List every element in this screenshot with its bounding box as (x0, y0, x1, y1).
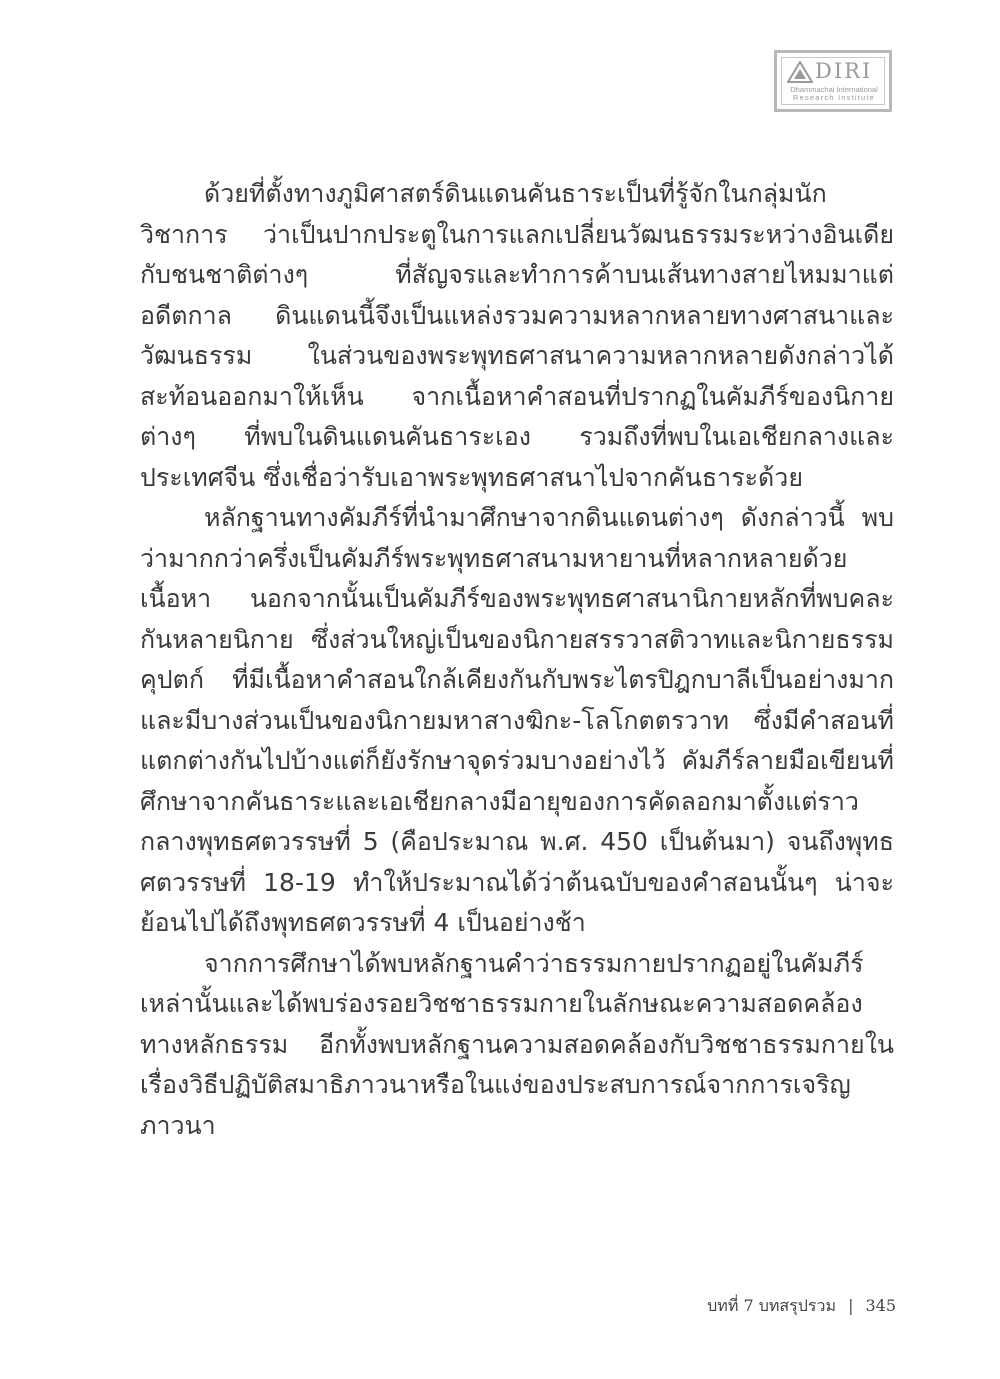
page-footer (707, 1294, 896, 1319)
paragraph-2: หลักฐานทางคัมภีร์ที่นำมาศึกษาจากดินแดนต่างๆ ดังกล่าวนี้ พบว่ามากกว่าครึ่งเป็นคัมภีร์พระพุทธศาสนามหายานที่หลากหลายด้วยเนื้อหา นอกจากนั้นเป็นคัมภีร์ของพระพุทธศาสนานิกายหลักที่พบคละกันหลายนิกาย ซึ่งส่วนใหญ่เป็นของนิกายสรรวาสติวาทและนิกายธรรมคุปตก์ ที่มีเนื้อหาคำสอนใกล้เคียงกันกับพระไตรปิฎกบาลีเป็นอย่างมาก และมีบางส่วนเป็นของนิกายมหาสางฆิกะ-โลโกตตรวาท ซึ่งมีคำสอนที่แตกต่างกันไปบ้างแต่ก็ยังรักษาจุดร่วมบางอย่างไว้ คัมภีร์ลายมือเขียนที่ศึกษาจากคันธาระและเอเชียกลางมีอายุของการคัดลอกมาตั้งแต่ราวกลางพุทธศตวรรษที่ 5 (คือประมาณ พ.ศ. 450 เป็นต้นมา) จนถึงพุทธศตวรรษที่ 18-19 ทำให้ประมาณได้ว่าต้นฉบับของคำสอนนั้นๆ น่าจะย้อนไปได้ถึงพุทธศตวรรษที่ 4 เป็นอย่างช้า (140, 503, 894, 937)
triangle-emblem-icon (787, 61, 813, 83)
chapter-title: บทที่ 7 บทสรุปรวม (707, 1296, 837, 1315)
page-number: 345 (865, 1296, 896, 1315)
paragraph-1: ด้วยที่ตั้งทางภูมิศาสตร์ดินแดนคันธาระเป็นที่รู้จักในกลุ่มนักวิชาการ ว่าเป็นปากประตูในการแลกเปลี่ยนวัฒนธรรมระหว่างอินเดียกับชนชาติต่างๆ ที่สัญจรและทำการค้าบนเส้นทางสายไหมมาแต่อดีตกาล ดินแดนนี้จึงเป็นแหล่งรวมความหลากหลายทางศาสนาและวัฒนธรรม ในส่วนของพระพุทธศาสนาความหลากหลายดังกล่าวได้สะท้อนออกมาให้เห็น จากเนื้อหาคำสอนที่ปรากฏในคัมภีร์ของนิกายต่างๆ ที่พบในดินแดนคันธาระเอง รวมถึงที่พบในเอเชียกลางและประเทศจีน ซึ่งเชื่อว่ารับเอาพระพุทธศาสนาไปจากคันธาระด้วย (140, 179, 894, 492)
logo-subtitle-line-2: Research Institute (792, 93, 876, 102)
logo-wordmark: DIRI (815, 59, 873, 83)
logo-subtitle-line-1: Dhammachai International (790, 85, 878, 94)
body-text (140, 174, 894, 1146)
publisher-logo (774, 50, 892, 112)
paragraph-3: จากการศึกษาได้พบหลักฐานคำว่าธรรมกายปรากฏอยู่ในคัมภีร์เหล่านั้นและได้พบร่องรอยวิชชาธรรมกายในลักษณะความสอดคล้องทางหลักธรรม อีกทั้งพบหลักฐานความสอดคล้องกับวิชชาธรรมกายในเรื่องวิธีปฏิบัติสมาธิภาวนาหรือในแง่ของประสบการณ์จากการเจริญภาวนา (140, 948, 894, 1140)
footer-separator: | (848, 1296, 854, 1315)
